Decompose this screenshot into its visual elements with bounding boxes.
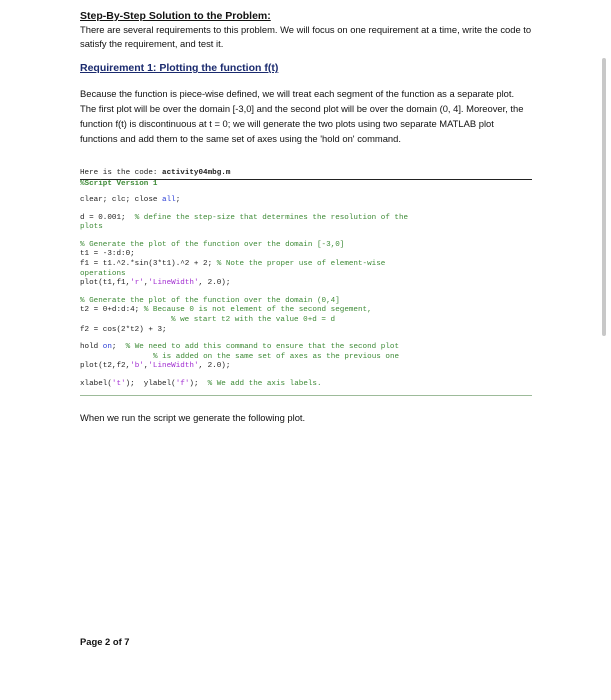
page-number: 2 bbox=[105, 636, 111, 647]
code-filename: activity04mbg.m bbox=[162, 169, 231, 178]
code-comment: % Generate the plot of the function over the domain [-3,0] bbox=[80, 240, 345, 249]
page-footer bbox=[80, 636, 130, 647]
explanation-paragraph: Because the function is piece-wise defined, we will treat each segment of the function as a separate plot. The first plot will be over the domain [-3,0] and the second plot will be over the domain (0, 4]. Moreover, the function f(t) is discontinuous at t = 0; we will generate the two plots using two separate MATLAB plot functions and add them to the same set of axes using the 'hold on' command. bbox=[80, 88, 524, 144]
scrollbar-thumb[interactable] bbox=[602, 58, 606, 336]
script-version-line: %Script Version 1 bbox=[80, 180, 158, 189]
code-comment: % We need to add this command to ensure that the second plot bbox=[125, 343, 400, 352]
code-line: t1 = -3:d:0; bbox=[80, 250, 135, 259]
code-string: 'LineWidth' bbox=[148, 279, 199, 288]
requirement-heading: Requirement 1: Plotting the function f(t) bbox=[80, 62, 279, 75]
code-string: 'b' bbox=[130, 362, 144, 371]
code-string: 'r' bbox=[130, 279, 144, 288]
code-string: 't' bbox=[111, 379, 126, 388]
code-keyword: all bbox=[162, 195, 176, 204]
code-string: 'f' bbox=[175, 379, 190, 388]
code-comment: % we start t2 with the value 0+d = d bbox=[171, 315, 336, 324]
code-comment: plots bbox=[80, 223, 103, 232]
page-of: of bbox=[110, 636, 125, 647]
code-line: d = 0.001; % define the step-size that determines the resolution of the bbox=[80, 213, 409, 222]
code-rule-bottom bbox=[80, 395, 532, 396]
code-line: hold on; % We need to add this command to ensure that the second plot bbox=[80, 343, 400, 352]
code-comment: % Note the proper use of element-wise bbox=[216, 259, 386, 268]
code-comment: % is added on the same set of axes as the previous one bbox=[153, 352, 400, 361]
code-line: xlabel('t'); ylabel('f'); % We add the axis labels. bbox=[80, 379, 322, 388]
code-comment: % We add the axis labels. bbox=[207, 379, 322, 388]
code-comment: % Generate the plot of the function over the domain (0,4] bbox=[80, 296, 340, 305]
page-total: 7 bbox=[124, 636, 130, 647]
section-heading: Step-By-Step Solution to the Problem: bbox=[80, 10, 271, 22]
intro-paragraph: There are several requirements to this problem. We will focus on one requirement at a time, write the code to satisfy the requirement, and test it. bbox=[80, 24, 532, 49]
code-intro bbox=[80, 168, 532, 178]
code-line: f1 = t1.^2.*sin(3*t1).^2 + 2; % Note the proper use of element-wise bbox=[80, 259, 386, 268]
code-keyword: on bbox=[102, 343, 112, 352]
code-line: plot(t1,f1,'r','LineWidth', 2.0); bbox=[80, 279, 231, 288]
code-line: t2 = 0+d:d:4; % Because 0 is not element of the second segement, bbox=[80, 306, 372, 315]
code-string: 'LineWidth' bbox=[148, 362, 199, 371]
run-paragraph: When we run the script we generate the following plot. bbox=[80, 412, 306, 424]
code-comment: % Because 0 is not element of the second segement, bbox=[143, 306, 372, 315]
code-block bbox=[80, 180, 532, 389]
code-comment: operations bbox=[80, 269, 126, 278]
code-line: f2 = cos(2*t2) + 3; bbox=[80, 325, 167, 334]
page-content bbox=[80, 10, 532, 424]
code-intro-label: Here is the code: bbox=[80, 169, 163, 178]
page-label: Page bbox=[80, 636, 106, 647]
code-line: clear; clc; close all; bbox=[80, 195, 181, 204]
code-comment: % define the step-size that determines the resolution of the bbox=[134, 213, 409, 222]
code-line: plot(t2,f2,'b','LineWidth', 2.0); bbox=[80, 362, 231, 371]
